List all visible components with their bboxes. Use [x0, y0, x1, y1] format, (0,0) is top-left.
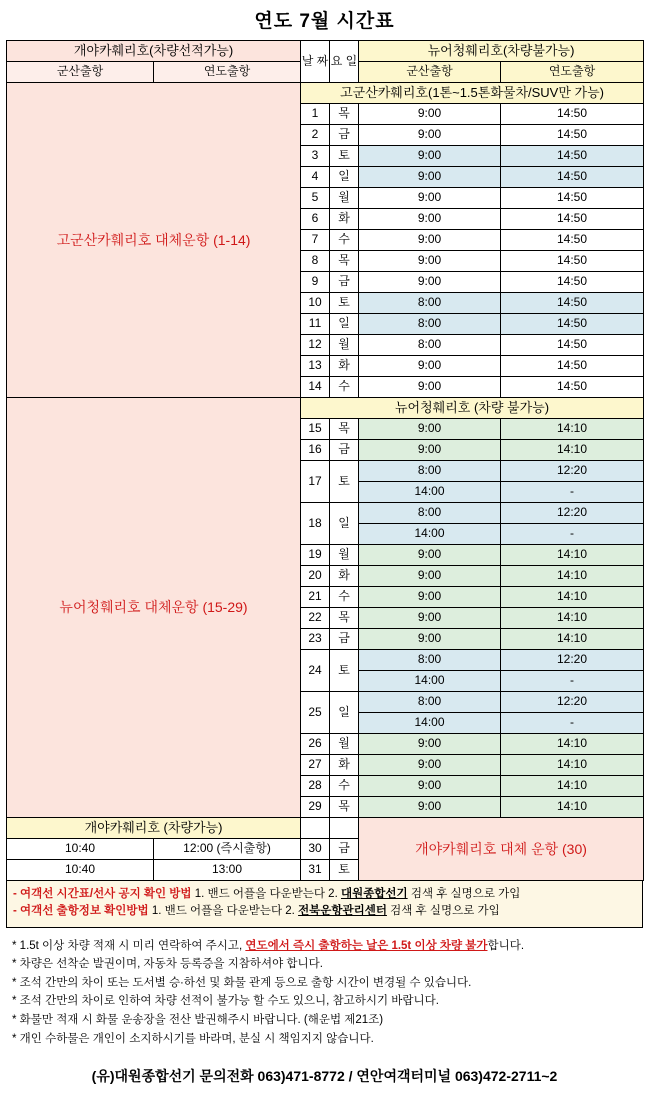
departure-gunsan: 14:00 [359, 671, 501, 692]
day-cell: 수 [330, 776, 359, 797]
notice-label-1: - 여객선 시간표/선사 공지 확인 방법 [13, 888, 192, 900]
day-cell: 토 [330, 650, 359, 692]
note-line [12, 937, 639, 956]
departure-yeondo: 14:10 [501, 587, 644, 608]
departure-yeondo: 13:00 [154, 860, 301, 881]
date-cell: 26 [301, 734, 330, 755]
departure-gunsan: 8:00 [359, 692, 501, 713]
day-cell: 일 [330, 692, 359, 734]
day-cell: 일 [330, 314, 359, 335]
departure-yeondo: 14:50 [501, 251, 644, 272]
day-cell: 화 [330, 356, 359, 377]
date-cell: 27 [301, 755, 330, 776]
day-cell: 금 [330, 629, 359, 650]
departure-gunsan: 10:40 [7, 839, 154, 860]
date-cell: 1 [301, 104, 330, 125]
day-cell: 목 [330, 608, 359, 629]
section2-left-label: 뉴어청훼리호 대체운항 (15-29) [7, 398, 301, 818]
note-line [12, 1030, 639, 1049]
day-cell: 금 [330, 839, 359, 860]
notice-link-1[interactable]: 대원종합선기 [340, 888, 408, 900]
date-cell: 6 [301, 209, 330, 230]
day-cell: 화 [330, 566, 359, 587]
departure-yeondo: 14:50 [501, 104, 644, 125]
departure-gunsan: 8:00 [359, 650, 501, 671]
date-cell: 30 [301, 839, 330, 860]
departure-yeondo: 14:50 [501, 335, 644, 356]
day-cell: 토 [330, 860, 359, 881]
departure-yeondo: 14:10 [501, 608, 644, 629]
notice-text-2a: 1. 밴드 어플을 다운받는다 2. [148, 905, 299, 918]
departure-yeondo: 14:50 [501, 272, 644, 293]
date-cell: 13 [301, 356, 330, 377]
day-cell: 목 [330, 419, 359, 440]
departure-gunsan: 9:00 [359, 272, 501, 293]
departure-yeondo: - [501, 671, 644, 692]
date-cell: 2 [301, 125, 330, 146]
notice-line-1 [13, 886, 636, 903]
note-text: * 1.5t 이상 차량 적재 시 미리 연락하여 주시고, [12, 939, 246, 952]
departure-gunsan: 9:00 [359, 377, 501, 398]
date-cell: 16 [301, 440, 330, 461]
departure-gunsan: 9:00 [359, 545, 501, 566]
page-title: 연도 7월 시간표 [254, 11, 395, 32]
date-cell: 17 [301, 461, 330, 503]
departure-gunsan: 10:40 [7, 860, 154, 881]
date-cell: 14 [301, 377, 330, 398]
departure-gunsan: 8:00 [359, 503, 501, 524]
table-row [7, 818, 644, 839]
date-cell: 24 [301, 650, 330, 692]
departure-yeondo: 14:50 [501, 167, 644, 188]
notes-list [6, 928, 643, 1053]
departure-yeondo: 14:10 [501, 566, 644, 587]
departure-yeondo: 12:20 [501, 650, 644, 671]
notice-link-2[interactable]: 전북운항관리센터 [298, 905, 387, 918]
note-text: * 조석 간만의 차이로 인하여 차량 선적이 불가능 할 수도 있으니, 참고하시기 바랍니다. [12, 995, 439, 1008]
day-cell: 월 [330, 545, 359, 566]
table-row [7, 398, 644, 419]
departure-gunsan: 9:00 [359, 755, 501, 776]
departure-yeondo: 12:00 (즉시출항) [154, 839, 301, 860]
departure-yeondo: 14:50 [501, 146, 644, 167]
date-cell: 29 [301, 797, 330, 818]
departure-yeondo: 12:20 [501, 503, 644, 524]
departure-gunsan: 9:00 [359, 608, 501, 629]
day-cell: 수 [330, 377, 359, 398]
spacer-day [330, 818, 359, 839]
day-cell: 토 [330, 461, 359, 503]
day-cell: 일 [330, 503, 359, 545]
day-cell: 수 [330, 230, 359, 251]
day-cell: 수 [330, 587, 359, 608]
departure-gunsan: 9:00 [359, 125, 501, 146]
departure-gunsan: 14:00 [359, 713, 501, 734]
date-cell: 19 [301, 545, 330, 566]
departure-gunsan: 8:00 [359, 293, 501, 314]
header-right-col-1: 군산출항 [359, 62, 501, 83]
note-line [12, 955, 639, 974]
header-date-col: 날 짜 [301, 41, 330, 83]
section1-banner: 고군산카훼리호(1톤~1.5톤화물차/SUV만 가능) [301, 83, 644, 104]
date-cell: 23 [301, 629, 330, 650]
note-line [12, 974, 639, 993]
departure-gunsan: 9:00 [359, 356, 501, 377]
departure-yeondo: - [501, 524, 644, 545]
date-cell: 9 [301, 272, 330, 293]
date-cell: 11 [301, 314, 330, 335]
day-cell: 화 [330, 755, 359, 776]
day-cell: 토 [330, 293, 359, 314]
departure-yeondo: 14:10 [501, 419, 644, 440]
footer-contact: (유)대원종합선기 문의전화 063)471-8772 / 연안여객터미널 063)472-2711~2 [91, 1068, 558, 1085]
header-left-col-2: 연도출항 [154, 62, 301, 83]
departure-gunsan: 9:00 [359, 566, 501, 587]
departure-gunsan: 8:00 [359, 314, 501, 335]
date-cell: 31 [301, 860, 330, 881]
spacer-date [301, 818, 330, 839]
date-cell: 7 [301, 230, 330, 251]
day-cell: 목 [330, 797, 359, 818]
departure-yeondo: - [501, 482, 644, 503]
departure-gunsan: 9:00 [359, 629, 501, 650]
section1-left-label: 고군산카훼리호 대체운항 (1-14) [7, 83, 301, 398]
notice-label-2: - 여객선 출항정보 확인방법 [13, 905, 149, 918]
departure-gunsan: 9:00 [359, 146, 501, 167]
date-cell: 18 [301, 503, 330, 545]
departure-gunsan: 14:00 [359, 482, 501, 503]
departure-yeondo: 14:10 [501, 734, 644, 755]
note-text-tail: 합니다. [487, 939, 525, 952]
departure-gunsan: 9:00 [359, 797, 501, 818]
departure-yeondo: 14:50 [501, 377, 644, 398]
day-cell: 월 [330, 188, 359, 209]
departure-yeondo: 12:20 [501, 692, 644, 713]
departure-yeondo: 14:50 [501, 293, 644, 314]
section3-banner: 개야카훼리호 (차량가능) [7, 818, 301, 839]
departure-gunsan: 8:00 [359, 335, 501, 356]
departure-yeondo: 14:10 [501, 629, 644, 650]
note-text: * 개인 수하물은 개인이 소지하시기를 바라며, 분실 시 책임지지 않습니다. [12, 1032, 374, 1045]
departure-gunsan: 9:00 [359, 734, 501, 755]
departure-yeondo: 14:10 [501, 755, 644, 776]
date-cell: 15 [301, 419, 330, 440]
day-cell: 월 [330, 335, 359, 356]
departure-gunsan: 14:00 [359, 524, 501, 545]
departure-yeondo: 14:10 [501, 797, 644, 818]
notice-text-2b: 검색 후 실명으로 가입 [386, 905, 500, 918]
date-cell: 28 [301, 776, 330, 797]
day-cell: 목 [330, 104, 359, 125]
departure-gunsan: 9:00 [359, 230, 501, 251]
table-header-row [7, 41, 644, 62]
notice-line-2 [13, 903, 636, 920]
departure-gunsan: 9:00 [359, 209, 501, 230]
departure-gunsan: 9:00 [359, 104, 501, 125]
day-cell: 일 [330, 167, 359, 188]
departure-gunsan: 9:00 [359, 419, 501, 440]
departure-yeondo: 14:10 [501, 545, 644, 566]
date-cell: 3 [301, 146, 330, 167]
departure-yeondo: 14:50 [501, 356, 644, 377]
day-cell: 목 [330, 251, 359, 272]
header-left-group: 개야카훼리호(차량선적가능) [7, 41, 301, 62]
day-cell: 금 [330, 440, 359, 461]
section2-banner: 뉴어청훼리호 (차량 불가능) [301, 398, 644, 419]
departure-yeondo: 14:50 [501, 230, 644, 251]
departure-gunsan: 9:00 [359, 188, 501, 209]
departure-gunsan: 9:00 [359, 587, 501, 608]
departure-gunsan: 9:00 [359, 251, 501, 272]
note-text: * 조석 간만의 차이 또는 도서별 승·하선 및 화물 관계 등으로 출항 시간이 변경될 수 있습니다. [12, 976, 472, 989]
day-cell: 금 [330, 125, 359, 146]
day-cell: 월 [330, 734, 359, 755]
departure-yeondo: 14:10 [501, 440, 644, 461]
schedule-table [6, 40, 644, 881]
date-cell: 5 [301, 188, 330, 209]
header-right-col-2: 연도출항 [501, 62, 644, 83]
date-cell: 25 [301, 692, 330, 734]
note-text: * 차량은 선착순 발권이며, 자동차 등록증을 지참하셔야 합니다. [12, 958, 323, 971]
header-right-group: 뉴어청훼리호(차량불가능) [359, 41, 644, 62]
departure-gunsan: 9:00 [359, 440, 501, 461]
date-cell: 21 [301, 587, 330, 608]
date-cell: 10 [301, 293, 330, 314]
section3-right-label: 개야카훼리호 대체 운항 (30) [359, 818, 644, 881]
date-cell: 12 [301, 335, 330, 356]
header-day-col: 요 일 [330, 41, 359, 83]
departure-gunsan: 9:00 [359, 167, 501, 188]
day-cell: 토 [330, 146, 359, 167]
departure-gunsan: 9:00 [359, 776, 501, 797]
date-cell: 22 [301, 608, 330, 629]
departure-yeondo: 14:50 [501, 188, 644, 209]
departure-yeondo: 14:10 [501, 776, 644, 797]
day-cell: 금 [330, 272, 359, 293]
departure-yeondo: 14:50 [501, 125, 644, 146]
departure-yeondo: - [501, 713, 644, 734]
date-cell: 8 [301, 251, 330, 272]
notice-text-1a: 1. 밴드 어플을 다운받는다 2. [191, 888, 341, 900]
date-cell: 4 [301, 167, 330, 188]
departure-yeondo: 12:20 [501, 461, 644, 482]
note-line [12, 1011, 639, 1030]
departure-gunsan: 8:00 [359, 461, 501, 482]
header-left-col-1: 군산출항 [7, 62, 154, 83]
note-emphasis: 연도에서 즉시 출항하는 날은 1.5t 이상 차량 불가 [245, 939, 488, 952]
day-cell: 화 [330, 209, 359, 230]
note-text: * 화물만 적재 시 화물 운송장을 전산 발권해주시 바랍니다. (해운법 제21조) [12, 1014, 384, 1026]
date-cell: 20 [301, 566, 330, 587]
notice-text-1b: 검색 후 실명으로 가입 [407, 888, 521, 900]
departure-yeondo: 14:50 [501, 209, 644, 230]
departure-yeondo: 14:50 [501, 314, 644, 335]
notice-box [6, 881, 643, 928]
table-row [7, 83, 644, 104]
note-line [12, 992, 639, 1011]
